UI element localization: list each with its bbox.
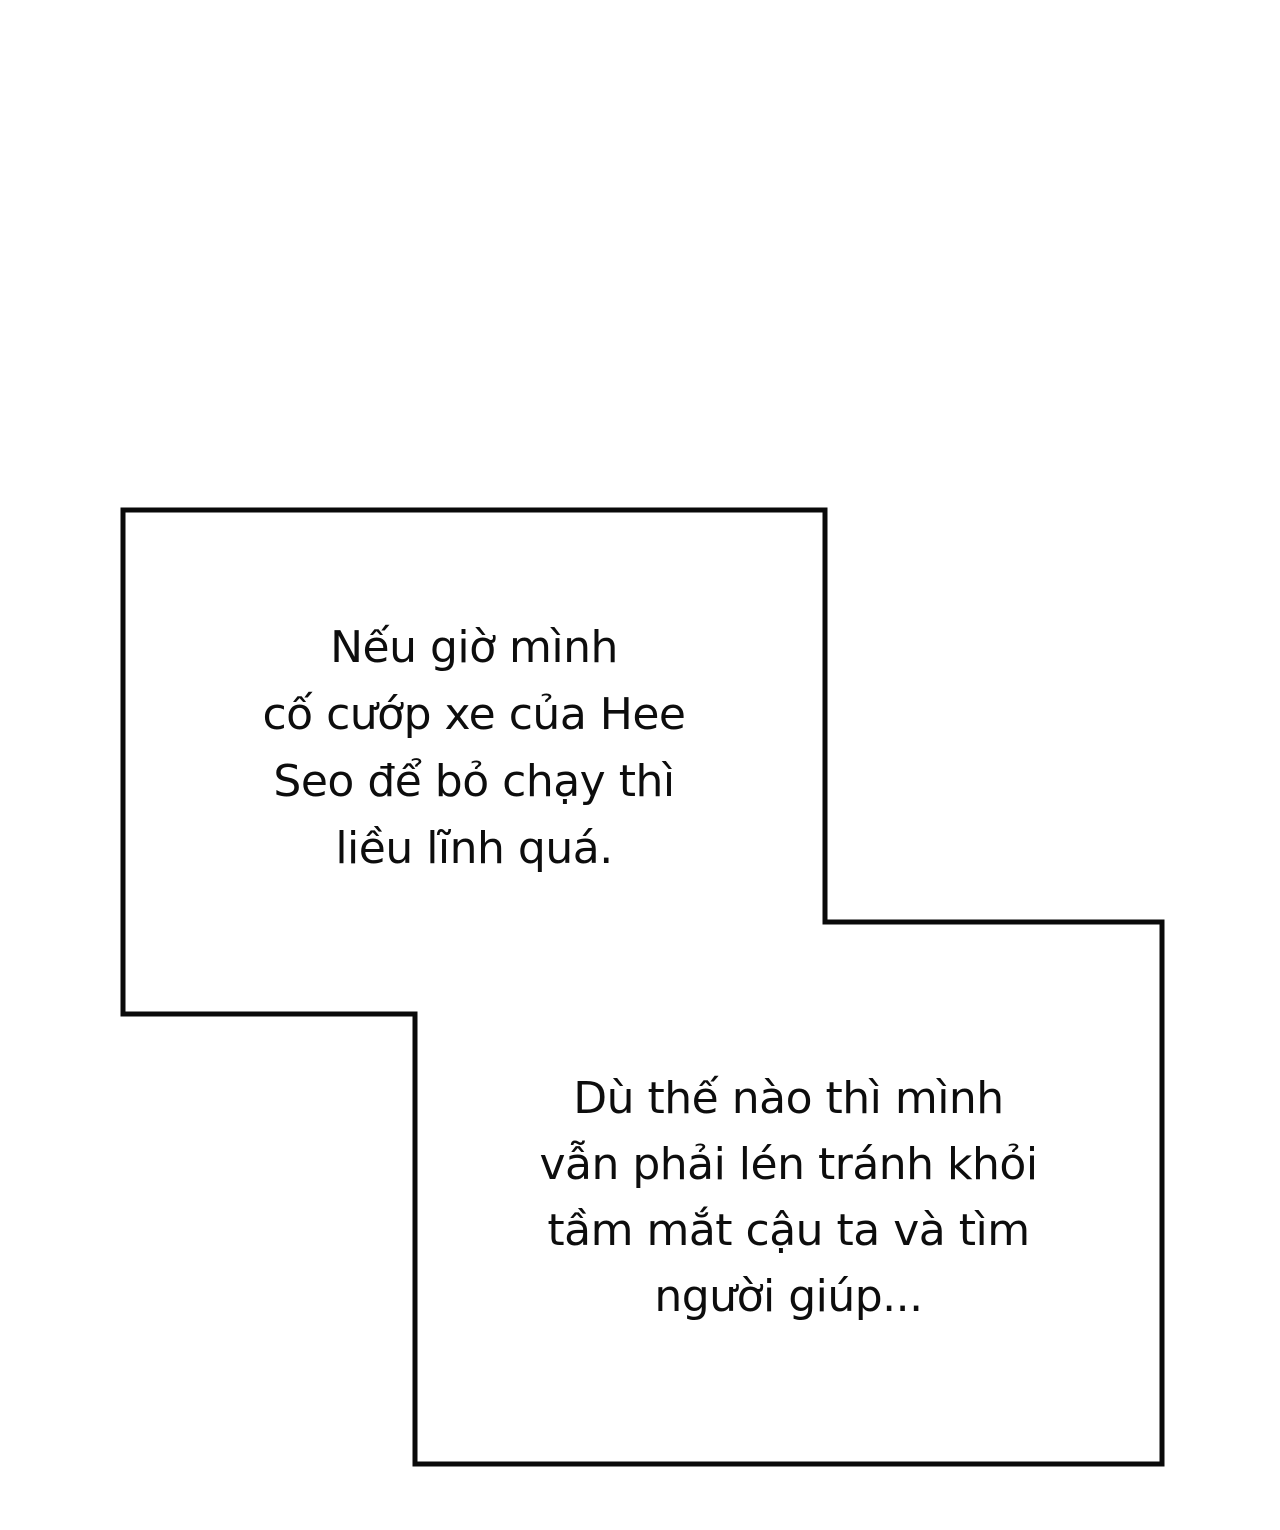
thought-line: Seo để bỏ chạy thì (273, 756, 675, 807)
thought-box-1-text (123, 614, 825, 882)
thought-line: tầm mắt cậu ta và tìm (547, 1205, 1030, 1256)
thought-line: liều lĩnh quá. (335, 823, 613, 874)
thought-line: cố cướp xe của Hee (262, 689, 686, 740)
thought-line: Nếu giờ mình (330, 622, 618, 673)
thought-line: Dù thế nào thì mình (573, 1073, 1004, 1124)
thought-line: vẫn phải lén tránh khỏi (539, 1139, 1038, 1190)
thought-line: người giúp... (654, 1271, 923, 1322)
thought-box-2-text (415, 1066, 1162, 1330)
